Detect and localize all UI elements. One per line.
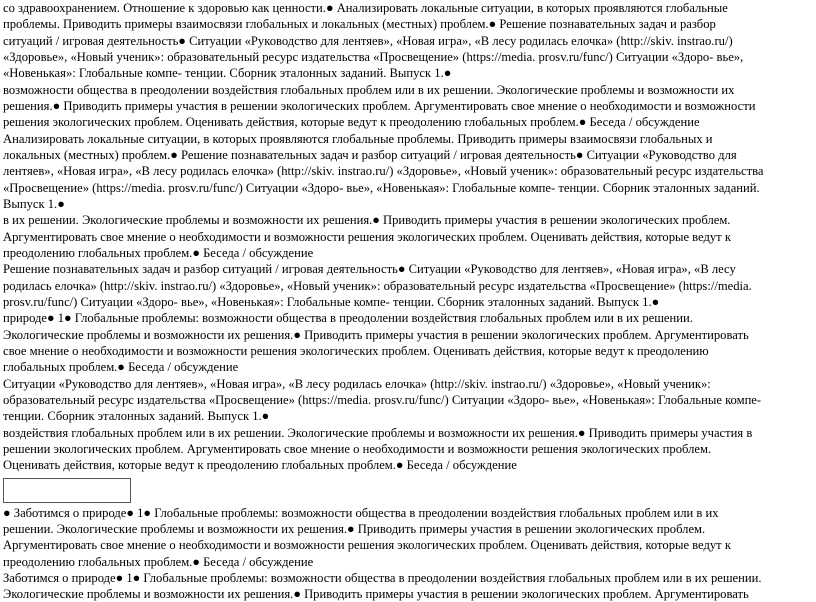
text-line: воздействия глобальных проблем или в их решении. Экологические проблемы и возможности их решения.● Приводить примеры участия в bbox=[3, 425, 753, 440]
text-line: решении. Экологические проблемы и возможности их решения.● Приводить примеры участия в решении экологических проблем. bbox=[3, 521, 706, 536]
text-line: тенции. Сборник эталонных заданий. Выпуск 1.● bbox=[3, 409, 270, 424]
text-line: лентяев», «Новая игра», «В лесу родилась елочка» (http://skiv. instrao.ru/) «Здоровье», «Новый ученик»: образовательный ресурс издательства bbox=[3, 164, 764, 179]
text-line: Заботимся о природе● 1● Глобальные проблемы: возможности общества в преодолении воздействия глобальных проблем или в их решении. bbox=[3, 570, 762, 585]
text-line: преодолению глобальных проблем.● Беседа / обсуждение bbox=[3, 554, 314, 569]
text-line: возможности общества в преодолении воздействия глобальных проблем или в их решении. Экологические проблемы и возможности их bbox=[3, 82, 735, 97]
text-line: родилась елочка» (http://skiv. instrao.ru/) «Здоровье», «Новый ученик»: образовательный ресурс издательства «Просвещение» (https://media. bbox=[3, 278, 752, 293]
text-line: ● Заботимся о природе● 1● Глобальные проблемы: возможности общества в преодолении воздействия глобальных проблем или в их bbox=[3, 505, 719, 520]
text-line: решения.● Приводить примеры участия в решении экологических проблем. Аргументировать свое мнение о необходимости и возможности bbox=[3, 98, 756, 113]
text-line: проблемы. Приводить примеры взаимосвязи глобальных и локальных (местных) проблем.● Решение познавательных задач и разбор bbox=[3, 17, 716, 32]
text-line: со здравоохранением. Отношение к здоровью как ценности.● Анализировать локальные ситуации, в которых проявляются глобальные bbox=[3, 1, 728, 15]
text-line: природе● 1● Глобальные проблемы: возможности общества в преодолении воздействия глобальных проблем или в их решении. bbox=[3, 311, 693, 326]
text-line: prosv.ru/func/) Ситуации «Здоро- вье», «Новенькая»: Глобальные компе- тенции. Сборник эталонных заданий. Выпуск 1.● bbox=[3, 294, 660, 309]
text-line: локальных (местных) проблем.● Решение познавательных задач и разбор ситуаций / игровая деятельность● Ситуации «Руководство для bbox=[3, 147, 737, 162]
text-line: Экологические проблемы и возможности их решения.● Приводить примеры участия в решении экологических проблем. Аргументировать bbox=[3, 587, 749, 602]
text-line: ситуаций / игровая деятельность● Ситуации «Руководство для лентяев», «Новая игра», «В лесу родилась елочка» (http://skiv. instrao.ru/) bbox=[3, 33, 733, 48]
text-line: глобальных проблем.● Беседа / обсуждение bbox=[3, 360, 239, 375]
text-line: Выпуск 1.● bbox=[3, 196, 65, 211]
text-line: в их решении. Экологические проблемы и возможности их решения.● Приводить примеры участия в решении экологических проблем. bbox=[3, 213, 731, 228]
text-line: Анализировать локальные ситуации, в которых проявляются глобальные проблемы. Приводить примеры взаимосвязи глобальных и bbox=[3, 131, 713, 146]
text-line: Ситуации «Руководство для лентяев», «Новая игра», «В лесу родилась елочка» (http://skiv. instrao.ru/) «Здоровье», «Новый ученик»: bbox=[3, 376, 711, 391]
text-line: образовательный ресурс издательства «Просвещение» (https://media. prosv.ru/func/) Ситуации «Здоро- вье», «Новенькая»: Глобальные компе- bbox=[3, 392, 762, 407]
text-line: решения экологических проблем. Оценивать действия, которые ведут к преодолению глобальных проблем.● Беседа / обсуждение bbox=[3, 115, 700, 130]
text-line: «Просвещение» (https://media. prosv.ru/func/) Ситуации «Здоро- вье», «Новенькая»: Глобальные компе- тенции. Сборник эталонных заданий. bbox=[3, 180, 760, 195]
text-line: «Новенькая»: Глобальные компе- тенции. Сборник эталонных заданий. Выпуск 1.● bbox=[3, 66, 452, 81]
text-line: Аргументировать свое мнение о необходимости и возможности решения экологических проблем. Оценивать действия, которые ведут к bbox=[3, 229, 731, 244]
text-line: Аргументировать свое мнение о необходимости и возможности решения экологических проблем. Оценивать действия, которые ведут к bbox=[3, 538, 731, 553]
text-line: свое мнение о необходимости и возможности решения экологических проблем. Оценивать действия, которые ведут к преодолению bbox=[3, 343, 709, 358]
text-block-bottom bbox=[0, 505, 816, 602]
empty-table-cell bbox=[3, 478, 131, 503]
text-line: преодолению глобальных проблем.● Беседа / обсуждение bbox=[3, 245, 314, 260]
text-line: Решение познавательных задач и разбор ситуаций / игровая деятельность● Ситуации «Руководство для лентяев», «Новая игра», «В лесу bbox=[3, 262, 736, 277]
text-line: Оценивать действия, которые ведут к преодолению глобальных проблем.● Беседа / обсуждение bbox=[3, 458, 517, 473]
text-line: решении экологических проблем. Аргументировать свое мнение о необходимости и возможности решения экологических проблем. bbox=[3, 441, 712, 456]
text-line: Экологические проблемы и возможности их решения.● Приводить примеры участия в решении экологических проблем. Аргументировать bbox=[3, 327, 749, 342]
text-line: «Здоровье», «Новый ученик»: образовательный ресурс издательства «Просвещение» (https://media. prosv.ru/func/) Ситуации «Здоро- вье», bbox=[3, 49, 744, 64]
